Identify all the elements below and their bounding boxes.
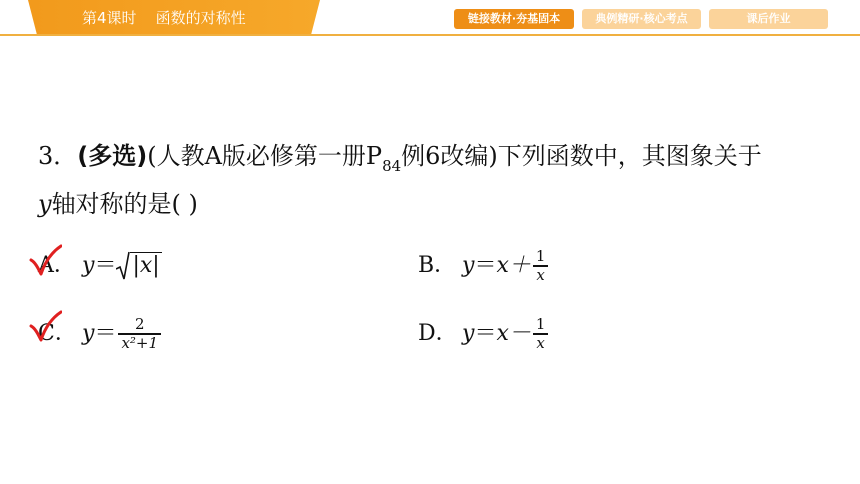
- question-source-page: 84: [382, 157, 402, 175]
- option-b-lhs: y: [462, 253, 475, 278]
- option-c-letter: C．: [38, 321, 77, 346]
- option-d-lhs: y: [462, 321, 475, 346]
- option-b[interactable]: [418, 248, 548, 284]
- nav-button-homework[interactable]: 课后作业: [709, 9, 828, 29]
- option-d-expr: x－: [496, 321, 531, 346]
- question-tag: (多选): [77, 142, 148, 170]
- option-c-lhs: y: [82, 321, 95, 346]
- option-a-radicand: |x|: [132, 253, 160, 278]
- option-a-eq: ＝: [94, 253, 117, 278]
- option-b-letter: B．: [418, 253, 457, 278]
- lesson-title: 第4课时 函数的对称性: [82, 9, 246, 27]
- question-stem-text: 下列函数中，其图象关于: [497, 142, 762, 170]
- question-var-y: y: [38, 190, 52, 218]
- question-source-suffix: 例6改编): [401, 142, 498, 170]
- option-a-letter: A．: [38, 253, 76, 278]
- option-d-letter: D．: [418, 321, 458, 346]
- question-source: (人教A版必修第一册P: [147, 142, 383, 170]
- option-b-fraction: [533, 248, 549, 284]
- question-stem-text2: 轴对称的是( ): [51, 190, 198, 218]
- option-a-lhs: y: [82, 253, 95, 278]
- option-c-fraction: [118, 316, 161, 352]
- option-d-num: 1: [535, 315, 546, 334]
- check-mark-icon: [28, 310, 62, 344]
- option-c-num: 2: [134, 315, 145, 334]
- option-d-fraction: [533, 316, 549, 352]
- header-divider: [0, 34, 860, 36]
- nav-button-textbook[interactable]: 链接教材·夯基固本: [454, 9, 574, 29]
- check-mark-icon: [28, 244, 62, 278]
- question-stem-line1: [38, 136, 762, 175]
- nav-button-examples[interactable]: 典例精研·核心考点: [582, 9, 701, 29]
- option-d-eq: ＝: [474, 321, 497, 346]
- option-b-expr: x＋: [496, 253, 531, 278]
- option-b-num: 1: [535, 247, 546, 266]
- question-stem-line2: [38, 184, 198, 219]
- sqrt-symbol: [116, 251, 130, 281]
- option-b-eq: ＝: [474, 253, 497, 278]
- option-c-eq: ＝: [94, 321, 117, 346]
- option-c-den: x²+1: [121, 333, 159, 352]
- option-d-den: x: [536, 333, 545, 352]
- option-b-den: x: [536, 265, 545, 284]
- option-d[interactable]: [418, 316, 548, 352]
- question-number: 3．: [38, 142, 78, 170]
